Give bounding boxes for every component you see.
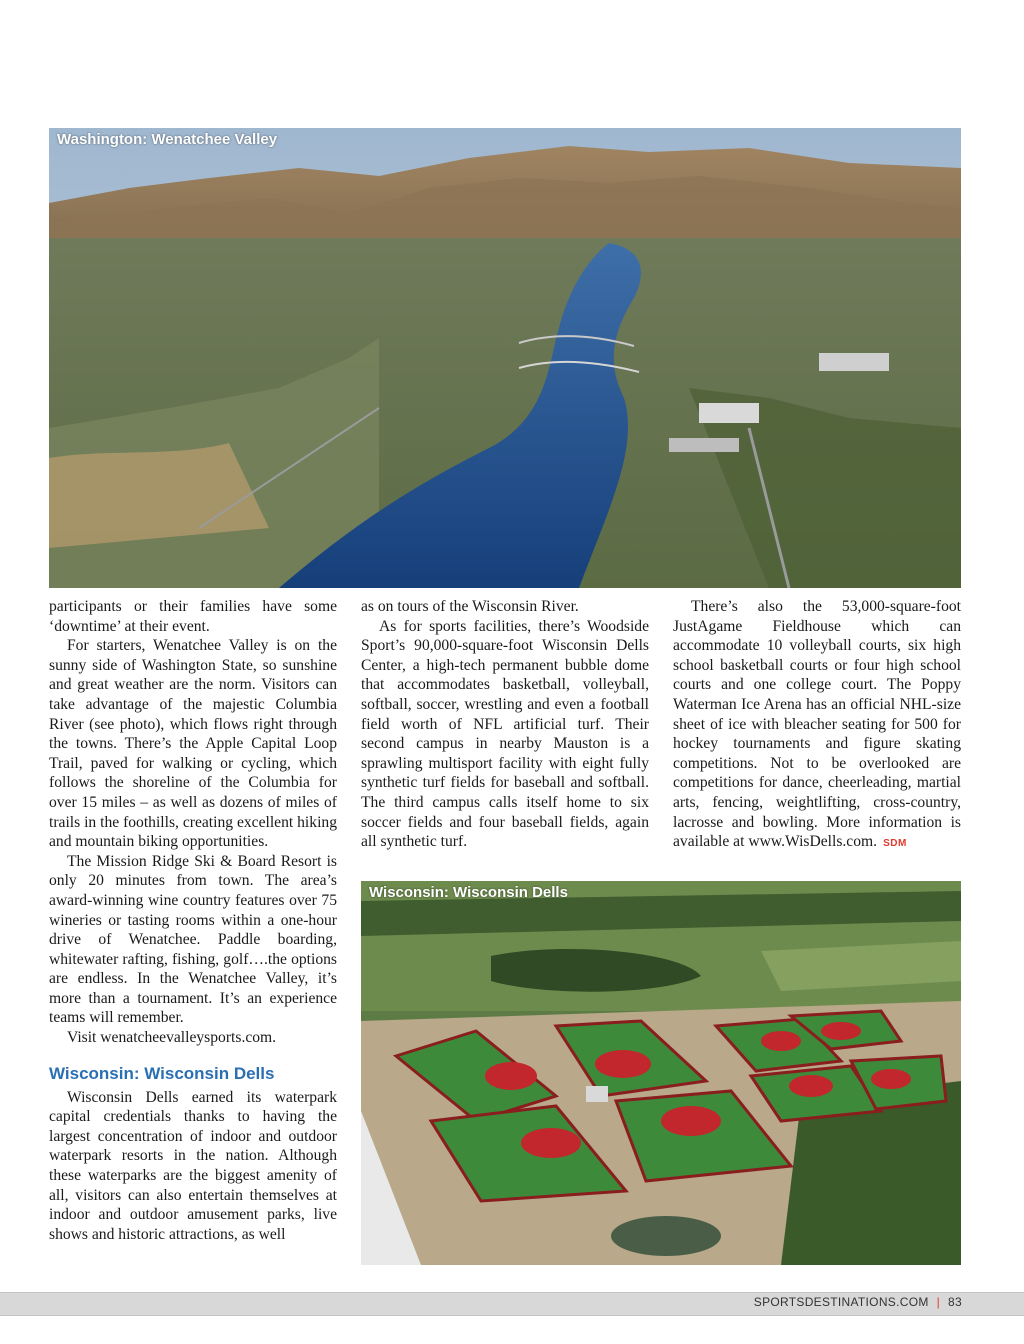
col1-paragraph-3: The Mission Ridge Ski & Board Resort is only 20 minutes from town. The area’s award-winning wine country features over 75 wineries or tasting rooms within a one-hour drive of Wenatchee. Paddle boarding, whitewater rafting, fishing, golf….the options are endless. In the Wenatchee Valley, it’s more than a tournament. It’s an experience teams will remember. xyxy=(49,852,337,1027)
wenatchee-aerial-illustration xyxy=(49,128,961,588)
text-column-2 xyxy=(361,597,649,852)
sdm-end-mark: SDM xyxy=(883,838,907,850)
page-number: 83 xyxy=(948,1295,962,1309)
text-column-3 xyxy=(673,597,961,854)
col3-paragraph-1 xyxy=(673,597,961,854)
col1-paragraph-5: Wisconsin Dells earned its waterpark capital credentials thanks to having the largest concentration of indoor and outdoor waterpark resorts in the nation. Although these waterparks are the biggest amenity of all, visitors can also entertain themselves at indoor and outdoor amusement parks, live shows and historic attractions, as well xyxy=(49,1088,337,1243)
col3-paragraph-text: There’s also the 53,000-square-foot JustAgame Fieldhouse which can accommodate 10 volleyball courts, six high school basketball courts or four high school courts and one college court. The Poppy Waterman Ice Arena has an official NHL-size sheet of ice with bleacher seating for 500 for hockey tournaments and figure skating competitions. Not to be overlooked are competitions for dance, cheerleading, martial arts, fencing, weightlifting, cross-country, lacrosse and bowling. More information is available at www.WisDells.com. xyxy=(673,598,961,851)
wisconsin-dells-photo xyxy=(361,881,961,1265)
text-column-1 xyxy=(49,597,337,1244)
col2-paragraph-1: as on tours of the Wisconsin River. xyxy=(361,598,579,615)
wisconsin-dells-photo-caption: Wisconsin: Wisconsin Dells xyxy=(369,884,568,901)
footer-separator: | xyxy=(936,1295,941,1309)
col1-paragraph-2: For starters, Wenatchee Valley is on the sunny side of Washington State, so sunshine and great weather are the norm. Visitors can take advantage of the majestic Columbia River (see photo), which flows right through the towns. There’s the Apple Capital Loop Trail, paved for walking or cycling, which follows the shoreline of the Columbia for over 15 miles – as well as dozens of miles of trails in the foothills, creating excellent hiking and mountain biking opportunities. xyxy=(49,637,337,851)
col1-paragraph-4: Visit wenatcheevalleysports.com. xyxy=(67,1029,277,1047)
wenatchee-valley-photo xyxy=(49,128,961,588)
wenatchee-photo-caption: Washington: Wenatchee Valley xyxy=(57,131,278,148)
col2-paragraph-2: As for sports facilities, there’s Woodside Sport’s 90,000-square-foot Wisconsin Dells Center, a high-tech permanent bubble dome that accommodates basketball, volleyball, softball, soccer, wrestling and even a football field worth of NFL artificial turf. Their second campus in nearby Mauston is a sprawling multisport facility with eight fully synthetic turf fields for baseball and softball. The third campus calls itself home to six soccer fields and four baseball fields, again all synthetic turf. xyxy=(361,617,649,851)
ballfields-aerial-illustration xyxy=(361,881,961,1265)
footer-site-name: SPORTSDESTINATIONS.COM xyxy=(753,1295,929,1309)
footer xyxy=(754,1295,962,1309)
section-heading-wisconsin-dells: Wisconsin: Wisconsin Dells xyxy=(49,1063,275,1083)
col1-paragraph-1: participants or their families have some ‘downtime’ at their event. xyxy=(49,598,337,635)
